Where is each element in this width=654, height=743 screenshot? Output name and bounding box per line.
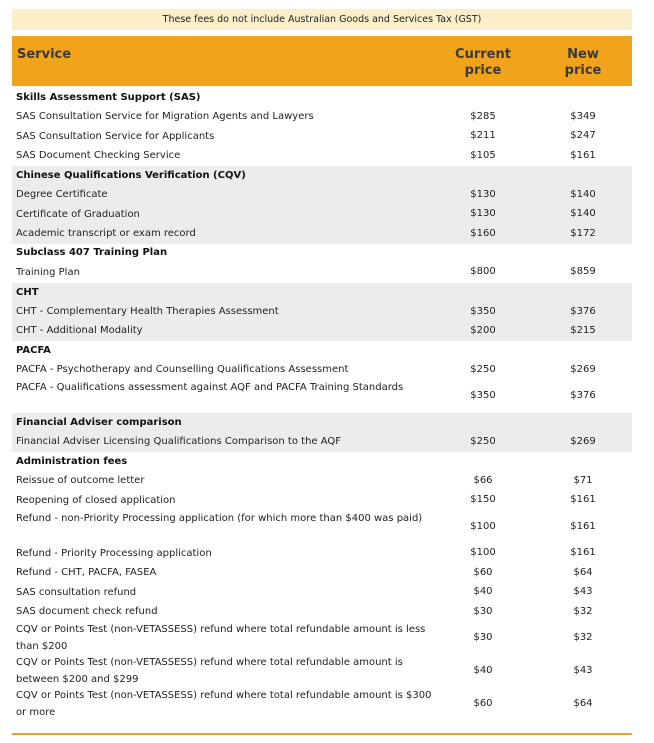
- service-name: SAS Consultation Service for Applicants: [16, 130, 215, 142]
- service-name: Academic transcript or exam record: [16, 228, 196, 240]
- new-price: $43: [573, 586, 593, 597]
- service-name: CHT - Additional Modality: [16, 325, 143, 337]
- service-name: SAS consultation refund: [16, 586, 137, 598]
- new-price: $269: [570, 363, 596, 375]
- new-price: $140: [570, 188, 596, 200]
- section-row: [12, 244, 632, 263]
- new-price: $376: [570, 389, 596, 401]
- current-price: $160: [470, 227, 496, 239]
- table-row: [12, 225, 632, 244]
- new-price: $161: [570, 520, 596, 532]
- service-name: Reopening of closed application: [16, 494, 176, 506]
- table-row: [12, 108, 632, 127]
- current-price: $100: [470, 547, 496, 558]
- table-bottom-rule: [12, 733, 632, 735]
- current-price: $130: [470, 188, 496, 200]
- table-row: [12, 263, 632, 283]
- current-price: $100: [470, 520, 496, 532]
- gst-notice: These fees do not include Australian Goods and Services Tax (GST): [12, 9, 632, 30]
- table-row: [12, 380, 632, 413]
- table-row: [12, 583, 632, 603]
- section-row: [12, 88, 632, 108]
- table-row: [12, 622, 632, 655]
- header-current-price: Current price: [455, 47, 511, 78]
- section-title: Administration fees: [16, 455, 128, 467]
- current-price: $30: [473, 631, 493, 643]
- table-row: [12, 511, 632, 544]
- service-name: Refund - CHT, PACFA, FASEA: [16, 567, 157, 579]
- section-row: [12, 166, 632, 186]
- service-name: PACFA - Psychotherapy and Counselling Qualifications Assessment: [16, 364, 349, 376]
- table-row: [12, 564, 632, 583]
- service-name: Certificate of Graduation: [16, 208, 140, 220]
- service-name: Refund - Priority Processing application: [16, 547, 212, 559]
- service-name: CHT - Complementary Health Therapies Assessment: [16, 306, 279, 318]
- service-name: SAS document check refund: [16, 606, 158, 618]
- current-price: $60: [473, 566, 493, 578]
- table-row: [12, 603, 632, 622]
- current-price: $60: [473, 697, 493, 709]
- service-name: SAS Document Checking Service: [16, 150, 181, 162]
- current-price: $285: [470, 110, 496, 122]
- new-price: $269: [570, 435, 596, 447]
- section-title: PACFA: [16, 344, 51, 356]
- table-row: [12, 303, 632, 322]
- section-title: Chinese Qualifications Verification (CQV): [16, 169, 246, 181]
- current-price: $250: [470, 435, 496, 447]
- current-price: $105: [470, 149, 496, 161]
- new-price: $247: [570, 130, 596, 141]
- table-row: [12, 433, 632, 452]
- new-price: $71: [573, 474, 593, 486]
- service-name: Training Plan: [16, 266, 80, 278]
- new-price: $215: [570, 324, 596, 336]
- service-name: Degree Certificate: [16, 189, 108, 201]
- section-title: Subclass 407 Training Plan: [16, 247, 168, 259]
- table-header: [12, 36, 632, 86]
- service-name: CQV or Points Test (non-VETASSESS) refund where total refundable amount is less than $200: [16, 624, 426, 652]
- table-row: [12, 544, 632, 564]
- service-name: CQV or Points Test (non-VETASSESS) refund where total refundable amount is between $200 and $299: [16, 657, 403, 685]
- current-price: $40: [473, 664, 493, 676]
- new-price: $140: [570, 208, 596, 219]
- header-new-price: New price: [564, 47, 602, 78]
- table-row: [12, 361, 632, 380]
- new-price: $161: [570, 547, 596, 558]
- section-row: [12, 341, 632, 361]
- current-price: $800: [470, 266, 496, 277]
- current-price: $350: [470, 305, 496, 317]
- current-price: $150: [470, 494, 496, 505]
- new-price: $161: [570, 494, 596, 505]
- current-price: $30: [473, 605, 493, 617]
- table-row: [12, 127, 632, 147]
- section-row: [12, 283, 632, 303]
- table-row: [12, 205, 632, 225]
- current-price: $40: [473, 586, 493, 597]
- new-price: $43: [573, 664, 593, 676]
- service-name: SAS Consultation Service for Migration Agents and Lawyers: [16, 111, 314, 123]
- current-price: $130: [470, 208, 496, 219]
- service-name: Reissue of outcome letter: [16, 475, 145, 487]
- new-price: $376: [570, 305, 596, 317]
- section-title: Financial Adviser comparison: [16, 416, 182, 428]
- service-name: Financial Adviser Licensing Qualifications Comparison to the AQF: [16, 436, 342, 448]
- current-price: $211: [470, 130, 496, 141]
- table-row: [12, 186, 632, 205]
- table-row: [12, 322, 632, 341]
- service-name: CQV or Points Test (non-VETASSESS) refund where total refundable amount is $300 or more: [16, 690, 432, 718]
- new-price: $64: [573, 697, 593, 709]
- new-price: $64: [573, 566, 593, 578]
- section-row: [12, 413, 632, 433]
- service-name: PACFA - Qualifications assessment against AQF and PACFA Training Standards: [16, 382, 404, 393]
- current-price: $66: [473, 474, 493, 486]
- header-service: Service: [17, 47, 72, 62]
- new-price: $172: [570, 227, 596, 239]
- current-price: $200: [470, 324, 496, 336]
- table-row: [12, 491, 632, 511]
- current-price: $250: [470, 363, 496, 375]
- table-body: [12, 88, 632, 721]
- new-price: $32: [573, 605, 593, 617]
- new-price: $32: [573, 631, 593, 643]
- table-row: [12, 688, 632, 721]
- table-row: [12, 472, 632, 491]
- new-price: $349: [570, 110, 596, 122]
- new-price: $859: [570, 266, 596, 277]
- section-title: Skills Assessment Support (SAS): [16, 91, 201, 103]
- new-price: $161: [570, 149, 596, 161]
- service-name: Refund - non-Priority Processing application (for which more than $400 was paid): [16, 513, 423, 524]
- current-price: $350: [470, 389, 496, 401]
- table-row: [12, 147, 632, 166]
- section-title: CHT: [16, 286, 39, 298]
- table-row: [12, 655, 632, 688]
- section-row: [12, 452, 632, 472]
